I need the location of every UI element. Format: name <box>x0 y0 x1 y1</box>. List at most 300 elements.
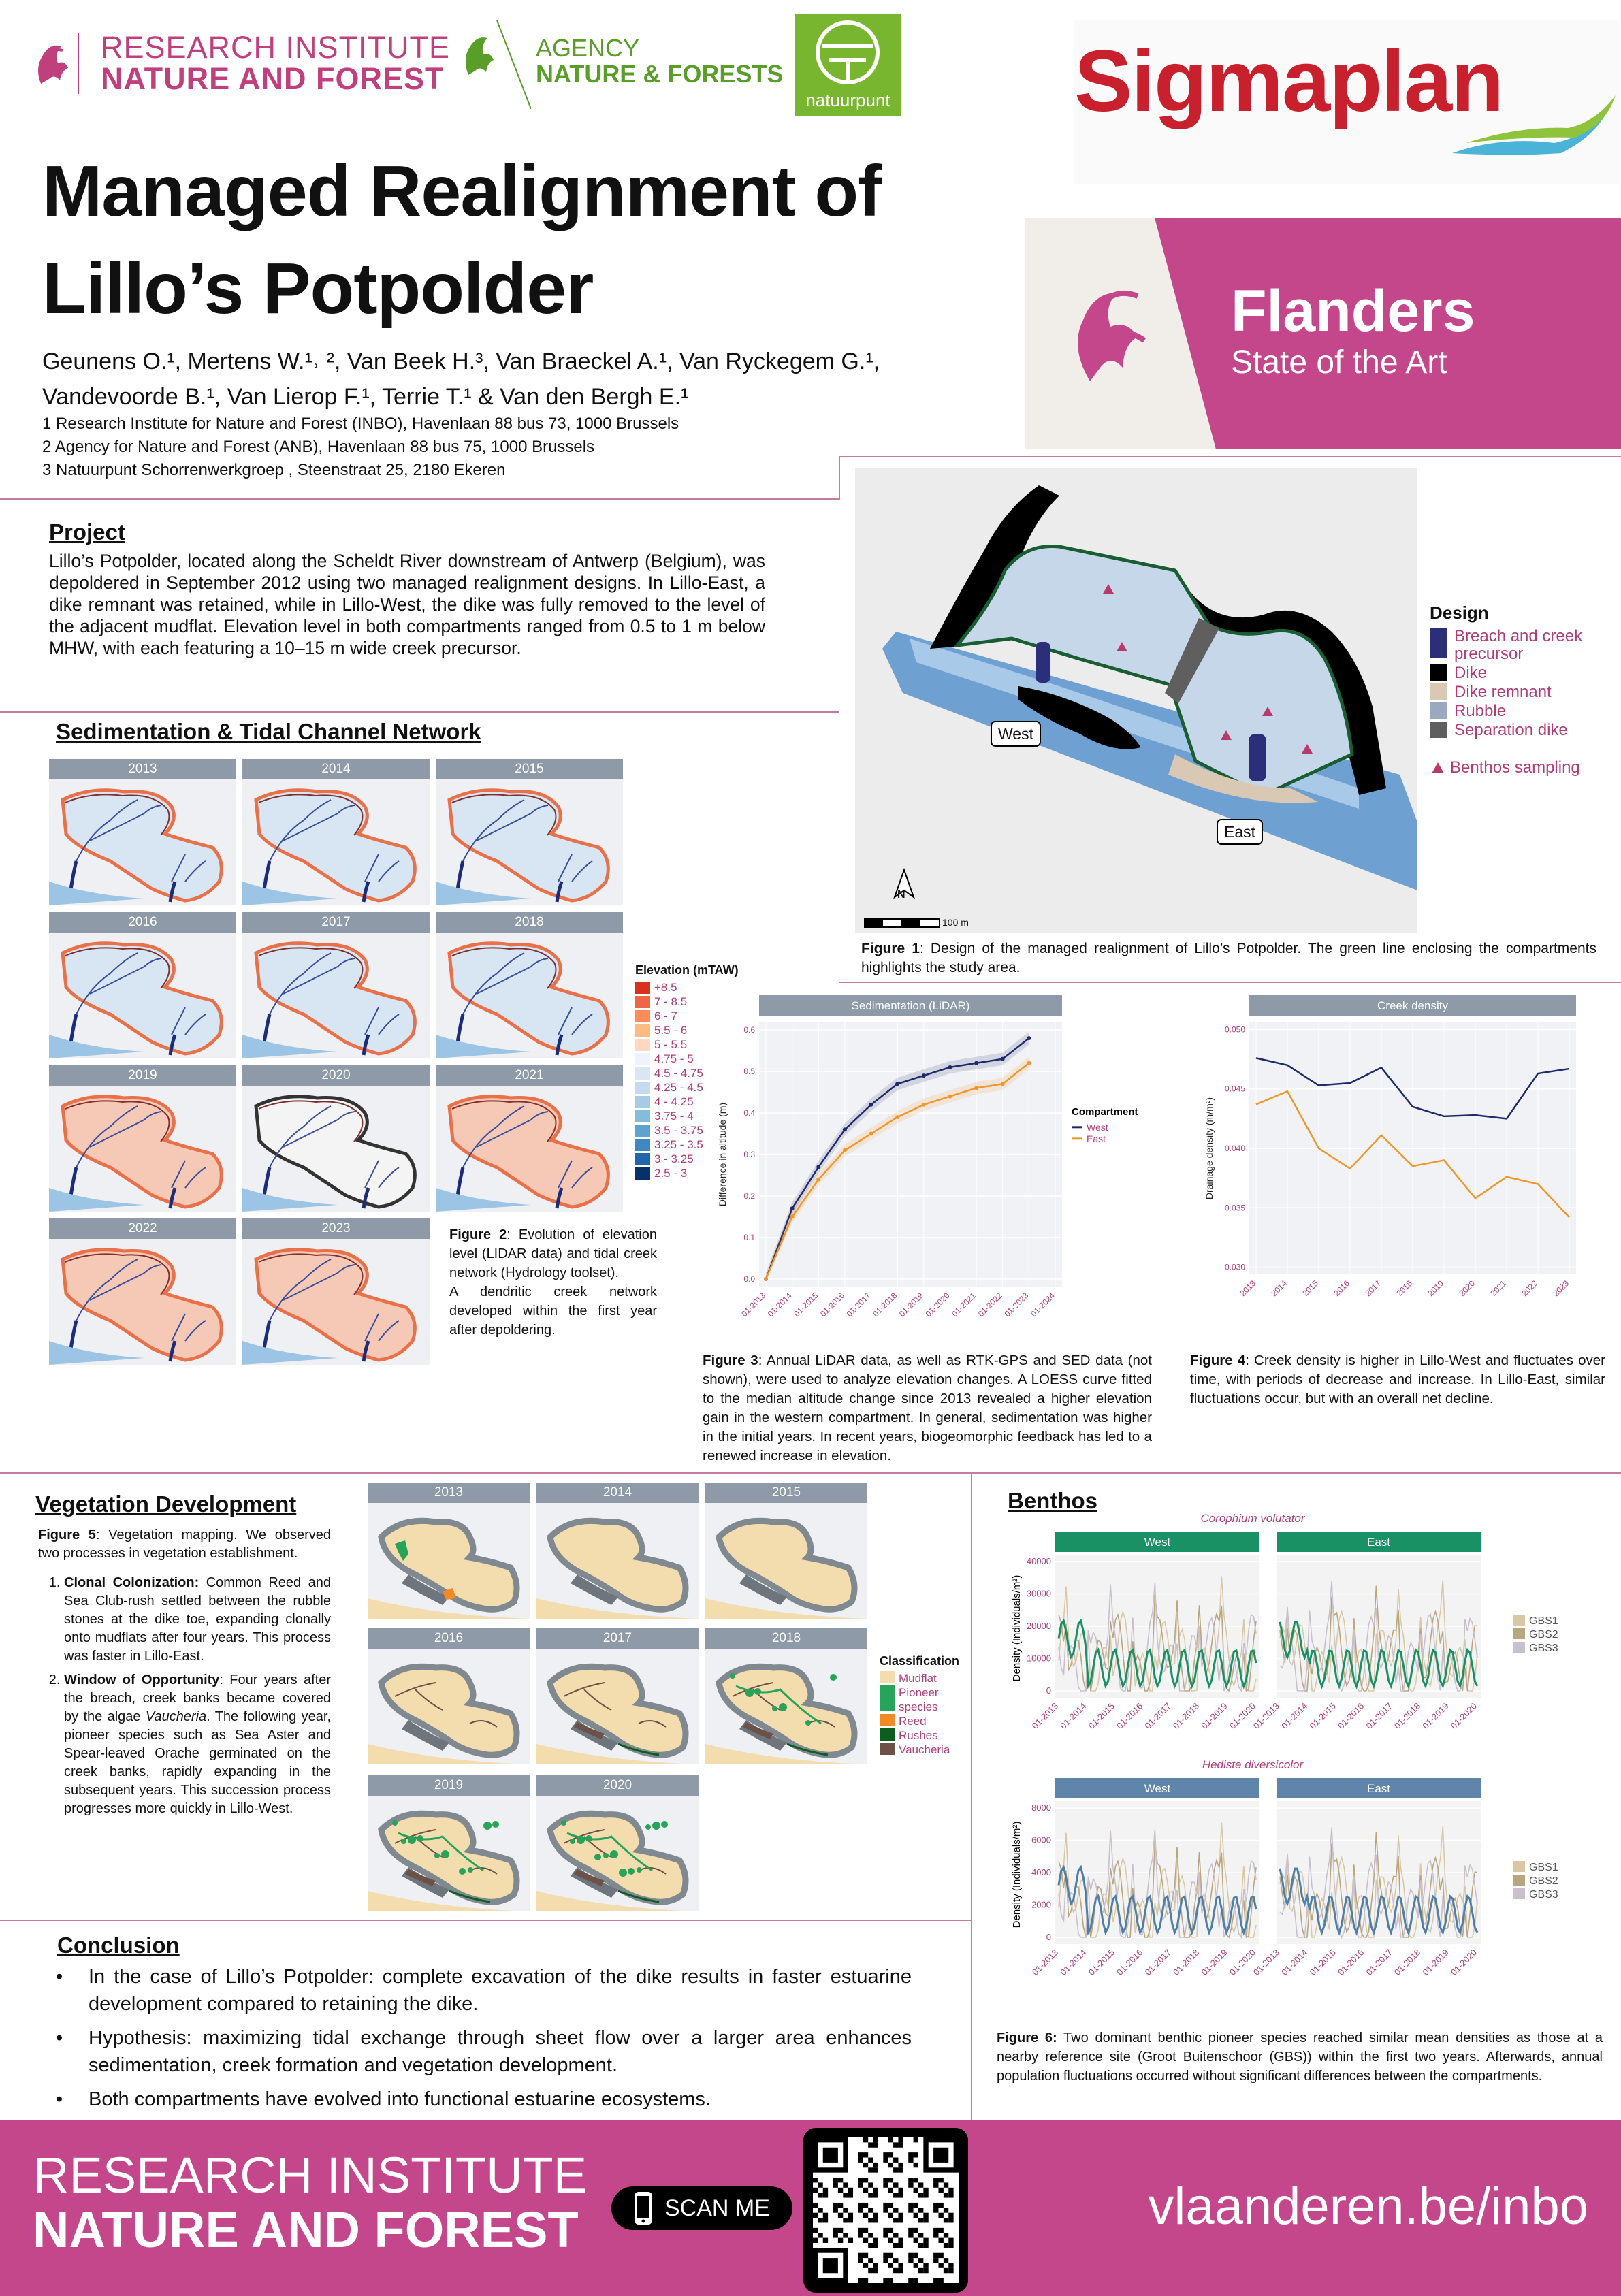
legend-swatch <box>635 996 650 1008</box>
vegetation-map <box>536 1796 699 1911</box>
process-window-title: Window of Opportunity <box>64 1672 220 1687</box>
map-label-east: East <box>1223 823 1256 841</box>
sigmaplan-wave-icon <box>1445 88 1621 170</box>
vegetation-map-panel <box>536 1628 699 1764</box>
y-tick-label: 0.050 <box>1224 1024 1245 1035</box>
chart-title: Creek density <box>1377 999 1448 1012</box>
elevation-map-panel <box>49 1218 236 1365</box>
x-tick-label: 01-2013 <box>1251 1700 1282 1731</box>
x-tick-label: 01-2015 <box>1307 1700 1338 1731</box>
data-point <box>816 1178 820 1182</box>
divider <box>839 456 1621 457</box>
vegetation-map <box>536 1649 699 1764</box>
x-tick-label: 01-2016 <box>1336 1700 1366 1731</box>
qr-code-icon <box>813 2137 959 2283</box>
panel-year-label: 2020 <box>536 1775 699 1796</box>
elevation-map-panel <box>49 912 236 1058</box>
x-tick-label: 01-2018 <box>1170 1947 1202 1977</box>
vegetation-map-panel <box>368 1775 530 1911</box>
vegetation-map-panel <box>536 1483 699 1619</box>
divider <box>0 1472 1621 1474</box>
x-tick-label: 01-2018 <box>1392 1947 1423 1977</box>
vegetation-map <box>536 1503 699 1619</box>
vegetation-map <box>368 1503 530 1619</box>
vegetation-map-panel <box>536 1775 699 1911</box>
x-tick-label: 01-2017 <box>1142 1700 1173 1731</box>
benthos-heading: Benthos <box>1008 1488 1097 1513</box>
x-tick-label: 01-2017 <box>844 1291 873 1319</box>
legend-label: West <box>1087 1121 1108 1133</box>
vegetation-legend-item <box>880 1728 968 1743</box>
elevation-map <box>436 933 623 1058</box>
panel-year-label: 2022 <box>49 1218 236 1239</box>
x-tick-label: 01-2013 <box>739 1291 768 1319</box>
data-point <box>974 1061 978 1065</box>
footer-line2: NATURE AND FOREST <box>33 2201 579 2258</box>
process-window-text-a: : Four years after the breach, creek banks became covered by the algae <box>64 1672 331 1724</box>
species-title: Corophium volutator <box>1200 1513 1305 1525</box>
breach-west <box>1036 642 1050 683</box>
x-tick-label: 01-2020 <box>1227 1700 1258 1731</box>
fig2-caption-text: : Evolution of elevation level (LIDAR data) and tidal creek network (Hydrology toolset). <box>449 1227 657 1280</box>
flanders-subtitle: State of the Art <box>1231 344 1447 381</box>
affiliation-3: 3 Natuurpunt Schorrenwerkgroep , Steenstraat 25, 2180 Ekeren <box>42 461 506 479</box>
flanders-title: Flanders <box>1231 278 1475 344</box>
elevation-legend-label: 4 - 4.25 <box>654 1095 694 1108</box>
vegetation-legend-label: Vaucheria <box>899 1743 950 1756</box>
facet-label: East <box>1366 1782 1391 1795</box>
data-point <box>843 1127 847 1131</box>
triangle-icon <box>1430 760 1450 775</box>
panel-year-label: 2019 <box>49 1065 236 1086</box>
y-tick-label: 40000 <box>1026 1556 1051 1566</box>
legend-swatch <box>1430 628 1447 658</box>
design-legend-label: Separation dike <box>1454 721 1568 739</box>
design-legend-label: Dike remnant <box>1454 683 1552 701</box>
map-label-west: West <box>998 725 1033 743</box>
elevation-map <box>49 1086 236 1212</box>
legend-label: GBS3 <box>1529 1889 1558 1901</box>
fig2-caption-extra: A dendritic creek network developed within the first year after depoldering. <box>449 1284 657 1338</box>
data-point <box>1027 1036 1031 1040</box>
elevation-map <box>242 933 430 1058</box>
x-tick-label: 01-2014 <box>1279 1947 1310 1977</box>
title-line2: Lillo’s Potpolder <box>42 248 594 329</box>
vegetation-legend-label: Pioneer species <box>899 1686 939 1713</box>
divider <box>839 456 840 500</box>
y-axis-label: Density (Individuals/m²) <box>1011 1821 1023 1928</box>
legend-swatch <box>880 1685 895 1711</box>
footer <box>0 2120 1621 2296</box>
x-tick-label: 01-2023 <box>1002 1291 1031 1319</box>
affiliation-2: 2 Agency for Nature and Forest (ANB), Havenlaan 88 bus 75, 1000 Brussels <box>42 438 595 456</box>
vegetation-map <box>705 1649 867 1764</box>
fig5-intro <box>38 1526 331 1563</box>
anb-line2: NATURE & FORESTS <box>536 60 784 88</box>
panel-year-label: 2018 <box>436 912 623 933</box>
panel-year-label: 2015 <box>436 759 623 779</box>
x-tick-label: 01-2019 <box>1199 1700 1230 1731</box>
panel-year-label: 2018 <box>705 1628 867 1649</box>
y-tick-label: 8000 <box>1031 1802 1051 1813</box>
y-tick-label: 0.1 <box>743 1233 755 1243</box>
flanders-banner <box>1025 218 1621 449</box>
design-legend-label: Dike <box>1454 664 1488 682</box>
design-map <box>855 468 1417 933</box>
legend-swatch <box>635 1125 650 1137</box>
fig5-label: Figure 5 <box>38 1527 96 1542</box>
facet-label: West <box>1144 1782 1171 1795</box>
fig1-caption-text: : Design of the managed realignment of Lillo’s Potpolder. The green line enclosing the compartments highlights the study area. <box>861 941 1596 975</box>
legend-swatch <box>1430 683 1447 700</box>
elevation-legend-title: Elevation (mTAW) <box>635 963 739 977</box>
x-tick-label: 01-2019 <box>1420 1700 1451 1731</box>
x-tick-label: 01-2019 <box>1420 1947 1451 1977</box>
inbo-logo <box>27 26 451 101</box>
vegetation-legend-item <box>880 1714 968 1728</box>
x-tick-label: 2018 <box>1394 1278 1415 1299</box>
fig4-caption <box>1190 1351 1605 1408</box>
x-tick-label: 01-2022 <box>976 1291 1004 1319</box>
fig2-caption-label: Figure 2 <box>449 1227 507 1242</box>
y-tick-label: 20000 <box>1026 1621 1051 1631</box>
legend-swatch <box>635 1024 650 1037</box>
x-tick-label: 01-2019 <box>1199 1947 1230 1977</box>
y-tick-label: 0.040 <box>1224 1144 1245 1153</box>
y-tick-label: 10000 <box>1026 1653 1051 1664</box>
vegetation-legend-title: Classification <box>880 1654 960 1668</box>
vaucheria-term: Vaucheria <box>145 1709 207 1724</box>
y-tick-label: 0.045 <box>1224 1084 1245 1094</box>
conclusion-heading: Conclusion <box>57 1933 180 1958</box>
legend-swatch <box>635 1010 650 1022</box>
fig3-chart <box>715 995 1144 1336</box>
elevation-map <box>242 1086 430 1212</box>
species-title: Hediste diversicolor <box>1202 1758 1304 1771</box>
legend-label: GBS3 <box>1529 1643 1558 1654</box>
x-tick-label: 01-2017 <box>1142 1947 1173 1977</box>
legend-swatch <box>635 1053 650 1065</box>
elevation-map <box>49 1239 236 1365</box>
x-tick-label: 2014 <box>1269 1278 1289 1299</box>
y-tick-label: 6000 <box>1031 1834 1051 1845</box>
x-tick-label: 01-2020 <box>1227 1947 1258 1977</box>
data-point <box>974 1086 978 1090</box>
x-tick-label: 01-2015 <box>1086 1700 1117 1731</box>
x-tick-label: 01-2015 <box>792 1291 820 1319</box>
phone-icon <box>629 2190 656 2226</box>
data-point <box>869 1103 873 1107</box>
panel-year-label: 2013 <box>49 759 236 779</box>
affiliation-1: 1 Research Institute for Nature and Forest (INBO), Havenlaan 88 bus 73, 1000 Brussels <box>42 415 679 433</box>
elevation-map-panel <box>242 1065 430 1212</box>
vegetation-legend-label: Mudflat <box>899 1672 937 1685</box>
legend-swatch <box>635 1039 650 1051</box>
fig3-caption <box>703 1351 1152 1466</box>
y-tick-label: 0.3 <box>743 1150 755 1159</box>
data-point <box>948 1095 952 1099</box>
fig5-text: : Vegetation mapping. We observed two processes in vegetation establishment. <box>38 1527 331 1561</box>
legend-swatch <box>1513 1861 1525 1872</box>
elevation-legend-label: 7 - 8.5 <box>654 995 688 1008</box>
legend-swatch <box>1430 702 1447 719</box>
elevation-legend-label: 4.25 - 4.5 <box>654 1081 703 1094</box>
legend-swatch <box>1513 1615 1525 1626</box>
fig1-map <box>855 468 1417 933</box>
north-label: N <box>897 889 905 901</box>
vegetation-map-panel <box>705 1628 867 1764</box>
vegetation-legend-item <box>880 1743 968 1757</box>
data-point <box>1001 1057 1005 1061</box>
x-tick-label: 2019 <box>1426 1278 1446 1299</box>
elevation-map-panel <box>436 759 623 905</box>
fig2-caption <box>449 1225 657 1340</box>
facet-label: East <box>1366 1536 1391 1549</box>
data-point <box>790 1215 795 1219</box>
y-tick-label: 0.6 <box>743 1024 755 1035</box>
fig4-caption-label: Figure 4 <box>1190 1353 1246 1368</box>
elevation-map-panel <box>436 912 623 1058</box>
elevation-legend-label: 4.75 - 5 <box>654 1052 694 1065</box>
legend-swatch <box>635 1096 650 1108</box>
vegetation-map-panel <box>368 1628 530 1764</box>
x-tick-label: 2021 <box>1488 1278 1509 1299</box>
footer-url[interactable]: vlaanderen.be/inbo <box>1148 2178 1588 2235</box>
x-tick-label: 01-2024 <box>1029 1291 1057 1319</box>
design-legend-item <box>1430 628 1614 663</box>
data-point <box>1027 1061 1031 1065</box>
divider <box>0 1920 971 1921</box>
x-tick-label: 01-2018 <box>871 1291 899 1319</box>
legend-swatch <box>635 982 650 994</box>
benthos-legend-item <box>1430 758 1614 777</box>
process-clonal-title: Clonal Colonization: <box>64 1575 199 1590</box>
divider <box>971 1472 972 2120</box>
data-point <box>895 1115 899 1119</box>
chart-title: Sedimentation (LiDAR) <box>851 999 970 1012</box>
fig3-caption-text: : Annual LiDAR data, as well as RTK-GPS and SED data (not shown), were used to analyze elevation changes. A LOESS curve fitted to the median altitude change since 2013 revealed a higher elevation gain in the western compartment. In general, sedimentation was higher in the initial years. In recent years, biogeomorphic feedback has led to a renewed increase in elevation. <box>703 1353 1152 1464</box>
vegetation-legend-item <box>880 1671 968 1685</box>
natuurpunt-logo <box>795 14 901 116</box>
inbo-line2: NATURE AND FOREST <box>101 61 445 96</box>
x-tick-label: 2020 <box>1457 1278 1477 1299</box>
x-tick-label: 2023 <box>1551 1278 1571 1299</box>
legend-swatch <box>1513 1888 1525 1899</box>
divider <box>0 711 839 713</box>
legend-swatch <box>1430 722 1447 738</box>
sigmaplan-logo <box>1074 20 1619 184</box>
design-legend-label: Breach and creek precursor <box>1454 627 1583 663</box>
anb-lion-icon <box>456 20 531 109</box>
x-tick-label: 01-2017 <box>1364 1700 1394 1731</box>
vegetation-map <box>368 1796 530 1911</box>
x-tick-label: 01-2015 <box>1086 1947 1117 1977</box>
x-tick-label: 2017 <box>1363 1278 1383 1299</box>
x-tick-label: 01-2020 <box>1448 1700 1479 1731</box>
design-legend-item <box>1430 683 1614 701</box>
panel-year-label: 2013 <box>368 1483 530 1503</box>
elevation-map <box>49 779 236 905</box>
fig1-caption-label: Figure 1 <box>861 941 920 956</box>
x-tick-label: 01-2020 <box>1448 1947 1479 1977</box>
flanders-lion-icon <box>1063 265 1172 402</box>
x-tick-label: 01-2021 <box>950 1291 978 1319</box>
elevation-map <box>242 1239 430 1365</box>
scale-label: 100 m <box>942 917 969 928</box>
fig6-caption <box>997 2028 1603 2086</box>
legend-swatch <box>880 1743 895 1755</box>
elevation-legend-label: 3 - 3.25 <box>654 1152 694 1165</box>
panel-year-label: 2023 <box>242 1218 430 1239</box>
elevation-map-panel <box>49 759 236 905</box>
x-tick-label: 01-2014 <box>1058 1700 1089 1731</box>
panel-year-label: 2015 <box>705 1483 867 1503</box>
legend-label: East <box>1087 1133 1106 1144</box>
elevation-legend-label: 2.5 - 3 <box>654 1167 688 1180</box>
x-tick-label: 01-2018 <box>1392 1700 1423 1731</box>
title-line1: Managed Realignment of <box>42 151 882 231</box>
qr-code[interactable] <box>803 2128 968 2293</box>
process-window <box>64 1671 331 1818</box>
x-tick-label: 01-2015 <box>1307 1947 1338 1977</box>
legend-swatch <box>635 1167 650 1180</box>
legend-swatch <box>635 1139 650 1151</box>
scan-me-button[interactable] <box>611 2186 792 2230</box>
design-legend-item <box>1430 722 1614 739</box>
legend-swatch <box>635 1153 650 1165</box>
panel-year-label: 2014 <box>536 1483 699 1503</box>
y-tick-label: 2000 <box>1031 1899 1051 1910</box>
elevation-legend-label: 5.5 - 6 <box>654 1024 688 1037</box>
footer-line1: RESEARCH INSTITUTE <box>33 2147 588 2203</box>
x-tick-label: 01-2013 <box>1251 1947 1282 1977</box>
x-tick-label: 01-2013 <box>1029 1700 1061 1731</box>
legend-label: GBS1 <box>1529 1615 1558 1627</box>
data-point <box>843 1148 847 1152</box>
x-tick-label: 2016 <box>1332 1278 1352 1299</box>
legend-swatch <box>635 1067 650 1080</box>
vegetation-map <box>368 1649 530 1764</box>
vegetation-process-list <box>38 1574 331 1824</box>
elevation-map <box>436 779 623 905</box>
panel-year-label: 2016 <box>368 1628 530 1649</box>
facet-label: West <box>1144 1536 1171 1549</box>
natuurpunt-emblem-icon <box>795 14 901 92</box>
legend-swatch <box>1513 1875 1525 1886</box>
anb-line1: AGENCY <box>536 34 640 62</box>
legend-title: Compartment <box>1072 1105 1138 1118</box>
legend-swatch <box>1430 664 1447 681</box>
x-tick-label: 2013 <box>1238 1278 1258 1299</box>
data-point <box>1001 1082 1005 1086</box>
y-tick-label: 30000 <box>1026 1588 1051 1599</box>
process-clonal-text: Common Reed and Sea Club-rush settled between the rubble stones at the dike toe, expanding clonally onto mudflats after four years. This process was faster in Lillo-East. <box>64 1575 332 1664</box>
elevation-map <box>242 779 430 905</box>
panel-year-label: 2016 <box>49 912 236 933</box>
elevation-map-panel <box>242 1218 430 1365</box>
elevation-legend-label: +8.5 <box>654 981 677 994</box>
x-tick-label: 2022 <box>1520 1278 1540 1299</box>
x-tick-label: 01-2016 <box>1114 1947 1145 1977</box>
authors-line1: Geunens O.¹, Mertens W.¹˒ ², Van Beek H.³, Van Braeckel A.¹, Van Ryckegem G.¹, <box>42 349 880 374</box>
y-tick-label: 0.030 <box>1224 1262 1245 1272</box>
panel-year-label: 2020 <box>242 1065 430 1086</box>
vegetation-legend-label: Reed <box>899 1715 927 1728</box>
panel-year-label: 2017 <box>536 1628 699 1649</box>
conclusion-list <box>44 1963 912 2120</box>
fig6-caption-text: Two dominant benthic pioneer species reached similar mean densities as those at a nearby reference site (Groot Buitenschoor (GBS)) within the first two years. Afterwards, annual population fluctuations occurred without significant differences between the compartments. <box>997 2031 1603 2084</box>
vegetation-heading: Vegetation Development <box>35 1491 297 1517</box>
x-tick-label: 01-2016 <box>1114 1700 1145 1731</box>
legend-swatch <box>880 1714 895 1726</box>
elevation-map-panel <box>242 912 430 1058</box>
project-text: Lillo’s Potpolder, located along the Scheldt River downstream of Antwerp (Belgium), was depoldered in September 2012 using two managed realignment designs. In Lillo-East, a dike remnant was retained, while in Lillo-West, the dike was fully removed to the level of the adjacent mudflat. Elevation level in both compartments ranged from 0.5 to 1 m below MHW, with each featuring a 10–15 m wide creek precursor. <box>49 551 765 658</box>
design-legend-item <box>1430 702 1614 720</box>
data-point <box>816 1165 820 1169</box>
breach-east <box>1249 734 1266 781</box>
x-tick-label: 01-2014 <box>765 1291 794 1319</box>
anb-logo <box>456 20 784 109</box>
y-tick-label: 0 <box>1046 1932 1051 1942</box>
panel-year-label: 2017 <box>242 912 430 933</box>
legend-swatch <box>880 1671 895 1683</box>
natuurpunt-label: natuurpunt <box>805 90 890 110</box>
elevation-legend-label: 3.5 - 3.75 <box>654 1124 703 1137</box>
data-point <box>764 1277 768 1281</box>
elevation-map <box>436 1086 623 1212</box>
elevation-legend-label: 6 - 7 <box>654 1009 678 1022</box>
process-clonal <box>64 1574 331 1666</box>
legend-swatch <box>635 1110 650 1122</box>
inbo-line1: RESEARCH INSTITUTE <box>101 30 451 65</box>
elevation-legend-label: 3.25 - 3.5 <box>654 1138 703 1151</box>
y-tick-label: 0.2 <box>743 1191 755 1201</box>
y-axis-label: Drainage density (m/m²) <box>1204 1097 1215 1200</box>
vegetation-legend-item <box>880 1685 968 1714</box>
y-tick-label: 0.4 <box>743 1107 755 1118</box>
elevation-map-panel <box>242 759 430 905</box>
design-legend-label: Rubble <box>1454 702 1507 720</box>
sigmaplan-text: Sigmaplan <box>1074 33 1503 130</box>
legend-label: GBS1 <box>1529 1862 1558 1873</box>
fig6-caption-label: Figure 6: <box>997 2031 1057 2046</box>
divider <box>0 498 839 500</box>
authors-line2: Vandevoorde B.¹, Van Lierop F.¹, Terrie T.¹ & Van den Bergh E.¹ <box>42 384 689 410</box>
panel-year-label: 2019 <box>368 1775 530 1796</box>
conclusion-item: • In the case of Lillo’s Potpolder: complete excavation of the dike results in faster estuarine development compared to retaining the dike. <box>44 1963 912 2018</box>
conclusion-item: • Hypothesis: maximizing tidal exchange through sheet flow over a larger area enhances sedimentation, creek formation and vegetation development. <box>44 2024 912 2079</box>
panel-year-label: 2021 <box>436 1065 623 1086</box>
elevation-map-panel <box>49 1065 236 1212</box>
y-tick-label: 0.035 <box>1224 1203 1245 1213</box>
y-axis-label: Difference in altitude (m) <box>717 1102 728 1207</box>
elevation-legend-label: 3.75 - 4 <box>654 1110 694 1122</box>
elevation-map-panel <box>436 1065 623 1212</box>
conclusion-item: • Both compartments have evolved into functional estuarine ecosystems. <box>44 2086 912 2113</box>
y-tick-label: 4000 <box>1031 1867 1051 1877</box>
y-tick-label: 0 <box>1046 1685 1051 1696</box>
x-tick-label: 01-2019 <box>897 1291 925 1319</box>
legend-swatch <box>880 1728 895 1741</box>
x-tick-label: 2015 <box>1300 1278 1321 1299</box>
legend-label: GBS2 <box>1529 1629 1558 1640</box>
fig4-chart <box>1202 995 1590 1315</box>
benthos-charts <box>1001 1513 1614 2023</box>
x-tick-label: 01-2017 <box>1364 1947 1394 1977</box>
legend-label: GBS2 <box>1529 1875 1558 1887</box>
panel-year-label: 2014 <box>242 759 430 779</box>
fig3-caption-label: Figure 3 <box>703 1353 758 1368</box>
